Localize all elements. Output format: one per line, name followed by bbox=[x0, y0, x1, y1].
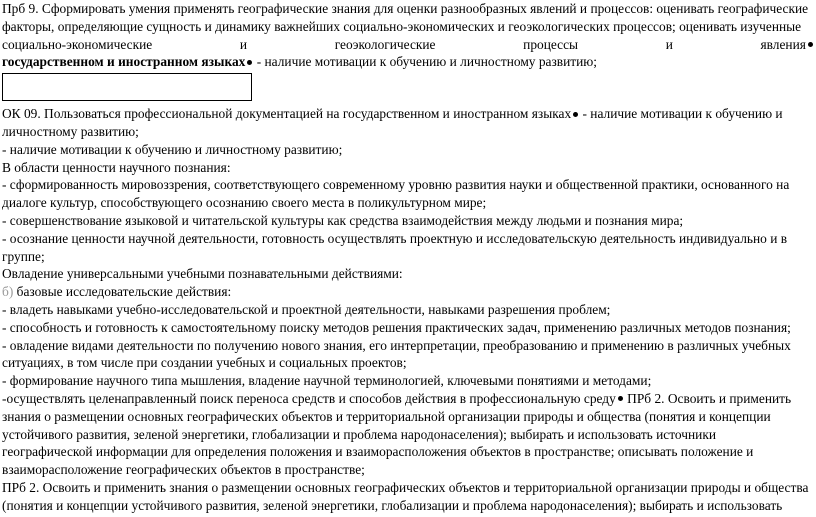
word: явления bbox=[760, 36, 806, 52]
text-line: - наличие мотивации к обучению и личностному развитию; bbox=[2, 141, 343, 157]
bullet-icon bbox=[573, 112, 578, 117]
word: и bbox=[665, 36, 673, 52]
text-span: базовые исследовательские действия: bbox=[13, 284, 232, 300]
document-page bbox=[2, 0, 814, 515]
word: и bbox=[239, 36, 248, 52]
text-line: ситуациях, в том числе при создании учебных и социальных проектов; bbox=[2, 355, 407, 371]
text-span: государственном и иностранном языках bbox=[2, 54, 246, 70]
text-line: - способность и готовность к самостоятельному поиску методов решения практических задач, применению различных методов познания; bbox=[2, 319, 791, 335]
text-span: ПРб 2. Освоить и применить bbox=[623, 390, 792, 406]
text-line: факторы, определяющие сущность и динамику важнейших социально-экономических и геоэкологических процессов; оценивать изученные bbox=[2, 18, 802, 34]
list-marker: б) bbox=[2, 284, 14, 300]
text-span: -осуществлять целенаправленный поиск переноса средств и способов действия в профессиональную среду bbox=[2, 390, 616, 406]
text-line bbox=[2, 53, 814, 71]
text-line bbox=[2, 390, 814, 408]
justified-line bbox=[2, 36, 814, 54]
text-span: - наличие мотивации к обучению и bbox=[579, 106, 783, 122]
bullet-icon bbox=[247, 60, 252, 65]
text-line: знания о размещении основных географических объектов и территориальной организации природы и общества (понятия и концепции bbox=[2, 408, 771, 424]
word: социально-экономические bbox=[2, 36, 153, 52]
text-line: Овладение универсальными учебными познавательными действиями: bbox=[2, 266, 403, 282]
text-line: Прб 9. Сформировать умения применять географические знания для оценки разнообразных явлений и процессов: оценивать географические bbox=[2, 1, 809, 16]
text-line: географической информации для определения положения и взаиморасположения объектов в пространстве; описывать положение и bbox=[2, 444, 754, 460]
text-line: диалоге культур, способствующего осознанию своего места в поликультурном мире; bbox=[2, 195, 487, 211]
word: геоэкологические bbox=[334, 36, 436, 52]
bullet-icon bbox=[618, 396, 623, 401]
text-span: - наличие мотивации к обучению и личностному развитию; bbox=[253, 54, 598, 70]
text-line: - формирование научного типа мышления, владение научной терминологией, ключевыми понятиями и методами; bbox=[2, 373, 652, 389]
text-line: - осознание ценности научной деятельности, готовность осуществлять проектную и исследовательскую деятельность индивидуально и в bbox=[2, 230, 788, 246]
text-line: - совершенствование языковой и читательской культуры как средства взаимодействия между людьми и познания мира; bbox=[2, 212, 684, 228]
text-span: ОК 09. Пользоваться профессиональной документацией на государственном и иностранном языках bbox=[2, 106, 572, 122]
word-with-bullet bbox=[761, 36, 814, 54]
empty-box bbox=[2, 73, 252, 101]
text-line: группе; bbox=[2, 248, 45, 264]
text-line: В области ценности научного познания: bbox=[2, 159, 231, 175]
text-line: устойчивого развития, зеленой энергетики, глобализации и проблема народонаселения); выбирать и использовать источники bbox=[2, 426, 717, 442]
text-line bbox=[2, 105, 814, 123]
text-line: - сформированность мировоззрения, соответствующего современному уровню развития науки и общественной практики, основанного на bbox=[2, 177, 790, 193]
text-line bbox=[2, 283, 814, 301]
text-line: взаиморасположение географических объектов в пространстве; bbox=[2, 462, 365, 478]
text-line: (понятия и концепции устойчивого развития, зеленой энергетики, глобализации и проблема народонаселения); выбирать и использовать bbox=[2, 497, 783, 513]
bullet-icon bbox=[808, 42, 813, 47]
word: процессы bbox=[523, 36, 579, 52]
text-line: - владеть навыками учебно-исследовательской и проектной деятельности, навыками разрешения проблем; bbox=[2, 301, 611, 317]
text-line: - овладение видами деятельности по получению нового знания, его интерпретации, преобразованию и применению в различных учебных bbox=[2, 337, 791, 353]
text-line: личностному развитию; bbox=[2, 123, 139, 139]
text-line: ПРб 2. Освоить и применить знания о размещении основных географических объектов и территориальной организации природы и общества bbox=[2, 479, 809, 495]
